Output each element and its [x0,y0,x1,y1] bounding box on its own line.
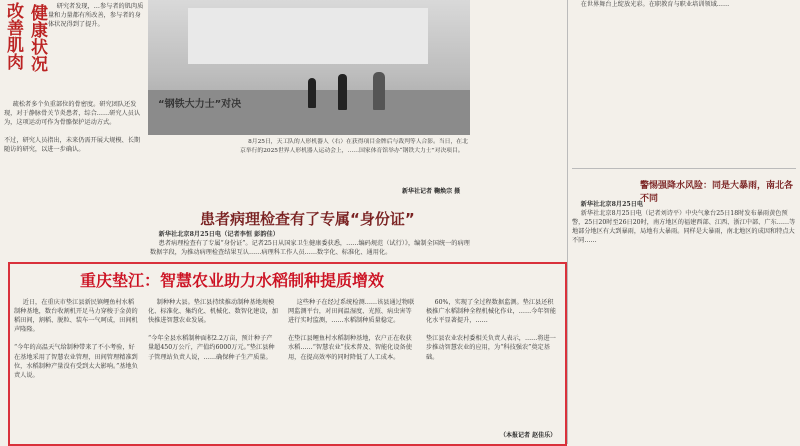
robot-figure [373,72,385,110]
mid-article-headline: 患者病理检查有了专属“身份证” [200,210,415,228]
person-figure [308,78,316,108]
right-article-headline: 警惕强降水风险：同是大暴雨，南北各不同 [640,181,794,204]
main-col-3-text: 这些种子在经过系统检测……该县通过物联网监测平台，对田间温湿度、光照、病虫害等进行实时监测，……水稻制种质量稳定。 在垫江县鲤鱼村水稻制种基地，农户正在收获水稻……“智慧农业”技术普及、智能化设备使用，在提高效率的同时降低了人工成本。 [288,299,415,361]
left-body-right-text: 研究者发现，…参与者的肌肉质量和力量都有所改善，参与者的身体状况得到了提升。 [48,3,144,29]
main-col-2-text: 制种种大县。垫江县持续推动制种基地规模化、标准化、集约化、机械化、数智化建设，加快推进智慧农业发展。 “今年全县水稻制种面积2.2万亩，预计种子产量超450万公斤，产值约6000万元。”垫江县种子管理站负责人说，……确保种子生产质量。 [148,299,278,361]
arena-screen [188,8,428,64]
main-col-4-text: 60%，实现了全过程数据监测。垫江县还积极推广水稻制种全程机械化作业，……今年智能化水平显著提升，…… 垫江县农业农村委相关负责人表示，……将进一步推动智慧农业的应用，为“科技强农”奠定基础。 [426,299,556,361]
vertical-divider [567,0,568,444]
vertical-title-1: 改善肌肉 [3,2,23,70]
main-col-4 [426,298,558,426]
left-body-below [4,100,144,258]
photo-overlay-text: “钢铁大力士”对决 [158,99,242,110]
right-article-dateline: 新华社北京8月25日电 [580,201,644,208]
main-article-credit: （本报记者 赵佳乐） [500,432,557,439]
main-col-2 [148,298,278,438]
main-article-headline: 重庆垫江：智慧农业助力水稻制种提质增效 [80,271,385,290]
photo-caption-text: 8月25日，天工队的人形机器人（右）在获得项目金牌后与裁判等人合影。当日，在北京举行的2025世界人形机器人运动会上，……国家体育馆举办“钢铁大力士”对决项目。 [240,139,468,155]
main-col-1 [14,298,139,438]
right-body-top-text: 在世界舞台上绽放光彩。在职教育与职业培训领域…… [580,1,730,8]
right-divider [572,168,796,169]
right-article-text: 新华社北京8月25日电（记者刘诗平）中央气象台25日18时发布暴雨黄色预警，25日20时至26日20时，南方地区的福建西部、江西、浙江中部、广东……等地部分地区有大到暴雨，局地有大暴雨。同样是大暴雨，南北地区的成因和特点大不同…… [572,210,796,245]
right-article-body [572,200,796,444]
vertical-title-2: 健康状况 [27,4,47,72]
left-body-right [48,2,144,98]
photo-caption [240,138,470,186]
photo-credit: 新华社记者 鞠焕宗 摄 [402,188,461,195]
mid-article-dateline: 新华社北京8月25日电（记者李恒 彭韵佳） [158,231,279,238]
main-col-1-text: 近日，在重庆市垫江县新民镇鲤鱼村水稻制种基地，数台收割机开足马力穿梭于金黄的稻田间，割稻、脱粒、装车一气呵成，田间机声隆隆。 “今年的高温天气给制种带来了不小考验，好在基地采用了智慧农业管理，田间管理精准到位，水稻制种产量没有受到太大影响。”基地负责人说。 [14,299,138,379]
mid-article-body [150,230,470,260]
photo-robot-contest [148,0,470,135]
referee-figure [338,74,347,110]
left-body-below-text: 疏松者多个负重部位的骨密度。研究团队还发现，对于静脉骨关节炎患者，综合……研究人员认为，这项运动可作为骨骼保护运动方式。 不过，研究人员指出，未来仍需开展大规模、长期随访的研究，以进一步确认。 [4,101,141,154]
right-body-top [572,0,794,150]
mid-article-text: 患者病理检查有了专属“身份证”。记者25日从国家卫生健康委获悉，……编码规范（试行）》，编制全国统一的病理数据字段，为推动病理检查结果互认……病理科工作人员……数字化、标准化、通用化。 [150,240,470,257]
main-col-3 [288,298,416,438]
